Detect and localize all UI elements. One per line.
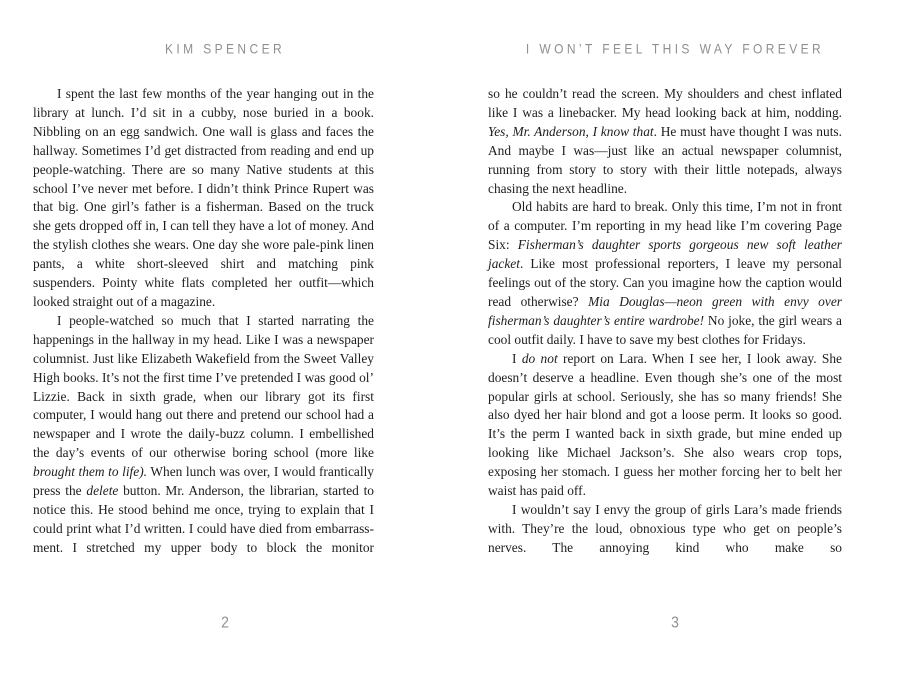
paragraph (488, 198, 842, 349)
paragraph (33, 312, 374, 558)
running-head-title: I WON’T FEEL THIS WAY FOREVER (525, 41, 825, 57)
text-run: I wouldn’t say I envy the group of girls Lara’s made friends with. They’re the loud, obnoxious type who get on people’s nerves. The annoying kind who make so (488, 501, 842, 555)
text-run: I people-watched so much that I started narrating the happenings in the hallway in my head. Like I was a newspaper columnist. Just like Elizabeth Wakefield from the Sweet Valley High books. It’s not the first time I’ve pretended I was good ol’ Lizzie. Back in sixth grade, when our library got its first computer, I would hang out there and pretend our school had a newspaper and I wrote the daily-buzz column. I embellished the day’s events of our otherwise boring school (more like (33, 312, 374, 461)
page-right (450, 0, 900, 675)
text-run: report on Lara. When I see her, I look away. She doesn’t deserve a headline. Even though she’s one of the most popular girls at school. Seriously, she has so many friends! She also dyed her hair blond and got a loose perm. It looks so good. It’s the perm I wanted back in sixth grade, but mine ended up looking like Michael Jackson’s. She also wears crop tops, exposing her stomach. I guess her mother forcing her to belt her waist has paid off. (488, 350, 842, 499)
page-number-left: 2 (221, 613, 229, 631)
right-text-column (488, 85, 842, 558)
italic-text-run: do not (521, 350, 558, 366)
text-run: . He must have thought I was nuts. And maybe I was—just like an actual newspaper columnist, running from story to story with their little notepads, always chasing the next headline. (488, 123, 842, 196)
text-run: No joke, the girl wears a cool outfit daily. I have to save my best clothes for Fridays. (488, 312, 842, 347)
text-run: . Like most professional reporters, I leave my personal feelings out of the story. Can you imagine how the caption would read otherwise? (488, 256, 842, 309)
italic-text-run: delete (86, 483, 119, 499)
paragraph (488, 85, 842, 198)
italic-text-run: brought them to life). (33, 464, 148, 480)
text-run: When lunch was over, I would frantically press the (33, 464, 374, 499)
text-run: button. Mr. Anderson, the librarian, started to notice this. He stood behind me once, trying to explain that I could print what I’d written. I could have died from embarrassment. I stretched my upper body to block the monitor (33, 483, 375, 555)
paragraph (488, 350, 842, 501)
paragraph (488, 501, 842, 558)
running-head-author: KIM SPENCER (164, 41, 286, 57)
page-number-right: 3 (671, 613, 679, 631)
paragraph (33, 85, 374, 312)
italic-text-run: Mia Douglas—neon green with envy over fisherman’s daughter’s entire wardrobe! (488, 293, 842, 328)
text-run: I (512, 350, 522, 366)
text-run: Old habits are hard to break. Only this time, I’m not in front of a computer. I’m reporting in my head like I’m covering Page Six: (488, 199, 842, 253)
text-run: I spent the last few months of the year hanging out in the library at lunch. I’d sit in a cubby, nose buried in a book. Nibbling on an egg sandwich. One wall is glass and faces the hallway. Sometimes I’d get distracted from reading and end up people-watching. There are so many Native students at this school I’ve never met before. I didn’t think Prince Rupert was that big. One girl’s father is a fisherman. Based on the truck she gets dropped off in, I can tell they have a lot of money. And the stylish clothes she wears. One day she wore pale-pink linen pants, a white short-sleeved shirt and matching pink suspenders. Pointy white flats completed her outfit—which looked straight out of a magazine. (33, 86, 374, 309)
italic-text-run: Fisherman’s daughter sports gorgeous new soft leather jacket (488, 237, 842, 272)
italic-text-run: Yes, Mr. Anderson, I know that (488, 123, 654, 139)
left-text-column (33, 85, 374, 558)
text-run: so he couldn’t read the screen. My shoulders and chest inflated like I was a linebacker. My head looking back at him, nodding. (488, 86, 842, 120)
